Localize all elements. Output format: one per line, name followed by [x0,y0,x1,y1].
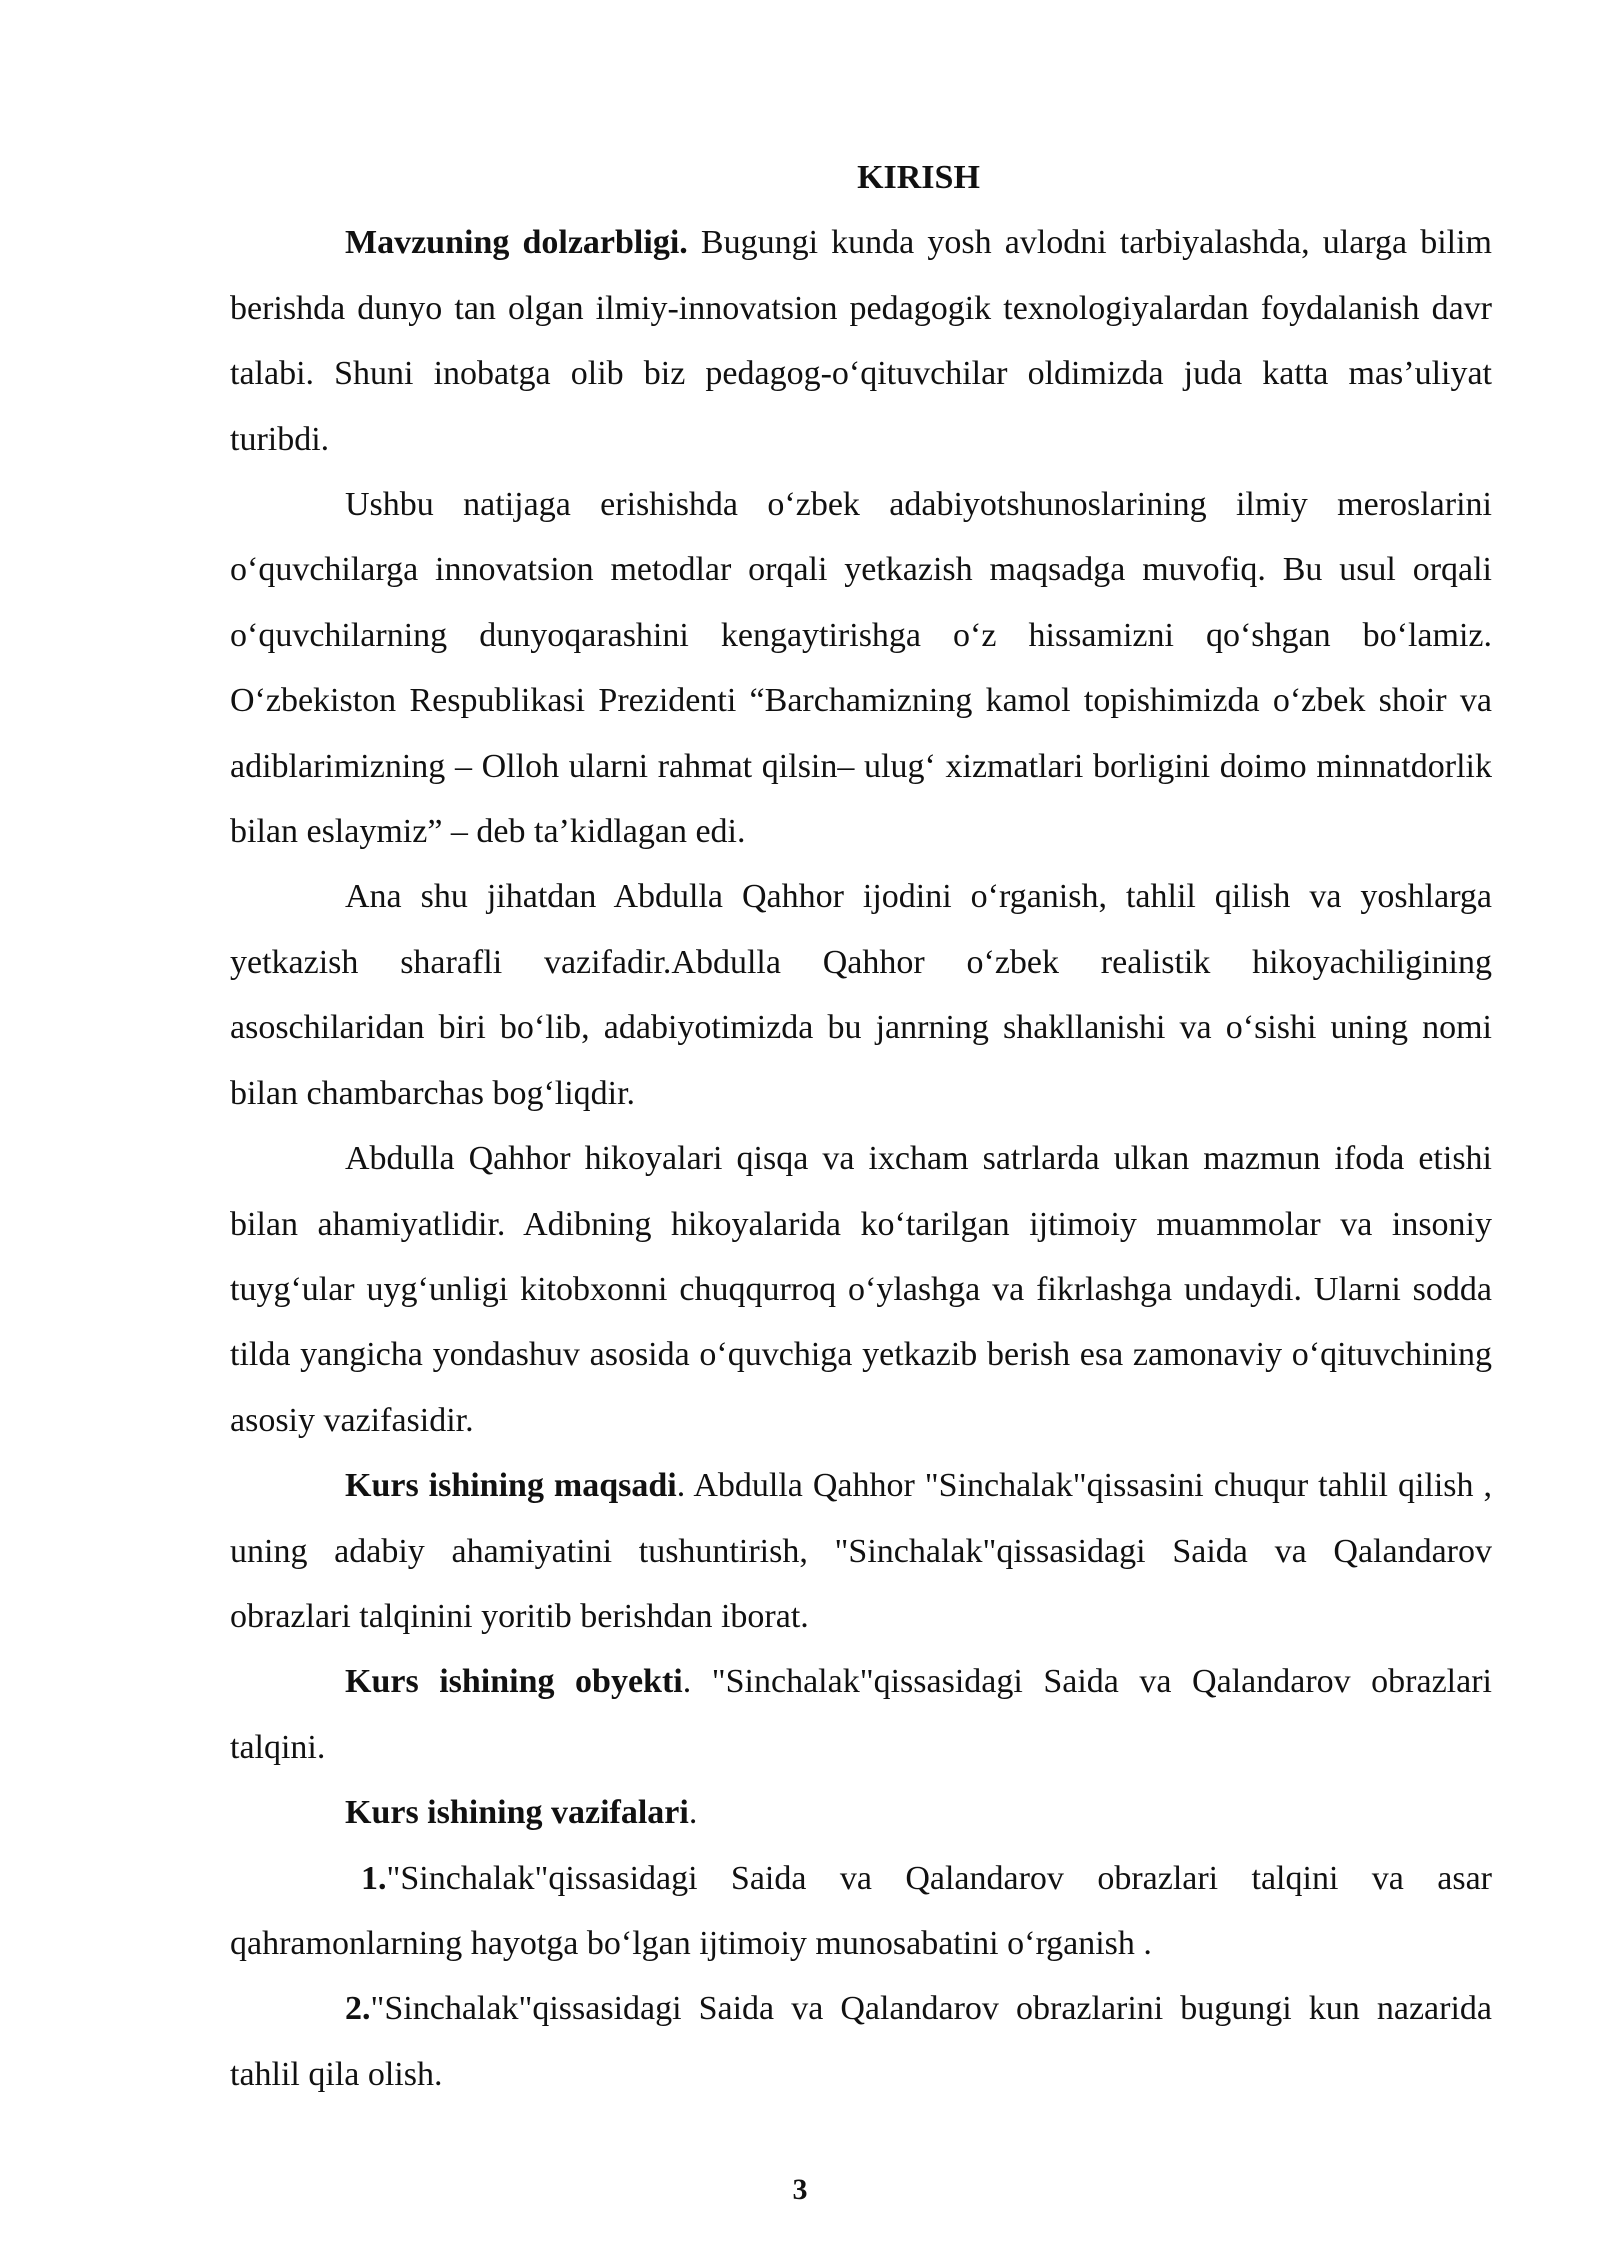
paragraph-text: . [688,1794,698,1832]
paragraph-text: . "Sinchalak"qissasidagi Saida va Qalandarov obrazlari talqini. [230,1663,1492,1766]
paragraph-body: Ushbu natijaga erishishda o‘zbek adabiyotshunoslarining ilmiy meroslarini o‘quvchilarga innovatsion metodlar orqali yetkazish maqsadga muvofiq. Bu usul orqali o‘quvchilarning dunyoqarashini kengaytirishga o‘z hissamizni qo‘shgan bo‘lamiz. O‘zbekiston Respublikasi Prezidenti “Barchamizning kamol topishimizda o‘zbek shoir va adiblarimizning – Olloh ularni rahmat qilsin– ulug‘ xizmatlari borligini doimo minnatdorlik bilan eslaymiz” – deb ta’kidlagan edi. [230,486,1492,851]
section-heading: KIRISH [857,159,980,196]
paragraph-body: Abdulla Qahhor hikoyalari qisqa va ixcham satrlarda ulkan mazmun ifoda etishi bilan ahamiyatlidir. Adibning hikoyalarida ko‘tarilgan ijtimoiy muammolar va insoniy tuyg‘ular uyg‘unligi kitobxonni chuqqurroq o‘ylashga va fikrlashga undaydi. Ularni sodda tilda yangicha yondashuv asosida o‘quvchiga yetkazib berish esa zamonaviy o‘qituvchining asosiy vazifasidir. [230,1140,1492,1439]
page-number: 3 [792,2173,808,2206]
paragraph-relevance [230,210,1492,472]
task-list-item [230,1976,1492,2107]
paragraph-goal [230,1453,1492,1649]
task-number: 1. [361,1859,387,1897]
paragraph-text: . Abdulla Qahhor "Sinchalak"qissasini chuqur tahlil qilish , uning adabiy ahamiyatini tushuntirish, "Sinchalak"qissasidagi Saida va Qalandarov obrazlari talqinini yoritib berishdan iborat. [230,1467,1492,1635]
task-list-item [230,1846,1492,1977]
paragraph-body: Ana shu jihatdan Abdulla Qahhor ijodini o‘rganish, tahlil qilish va yoshlarga yetkazish sharafli vazifadir.Abdulla Qahhor o‘zbek realistik hikoyachiligining asoschilaridan biri bo‘lib, adabiyotimizda bu janrning shakllanishi va o‘sishi uning nomi bilan chambarchas bog‘liqdir. [230,878,1492,1112]
paragraph-lead: Mavzuning dolzarbligi. [345,224,688,262]
paragraph-tasks [230,1780,1492,1845]
task-text: "Sinchalak"qissasidagi Saida va Qalandarov obrazlarini bugungi kun nazarida tahlil qila olish. [230,1990,1492,2093]
paragraph-lead: Kurs ishining maqsadi [345,1467,677,1505]
paragraph-lead: Kurs ishining vazifalari [345,1794,689,1832]
task-number: 2. [345,1990,371,2028]
paragraph-text: Bugungi kunda yosh avlodni tarbiyalashda, ularga bilim berishda dunyo tan olgan ilmiy-innovatsion pedagogik texnologiyalardan foydalanish davr talabi. Shuni inobatga olib biz pedagog-o‘qituvchilar oldimizda juda katta mas’uliyat turibdi. [230,224,1493,458]
document-body [230,145,1492,2107]
paragraph-lead: Kurs ishining obyekti [345,1663,683,1701]
paragraph-object [230,1649,1492,1780]
task-text: "Sinchalak"qissasidagi Saida va Qalandarov obrazlari talqini va asar qahramonlarning hayotga bo‘lgan ijtimoiy munosabatini o‘rganish . [230,1859,1492,1962]
